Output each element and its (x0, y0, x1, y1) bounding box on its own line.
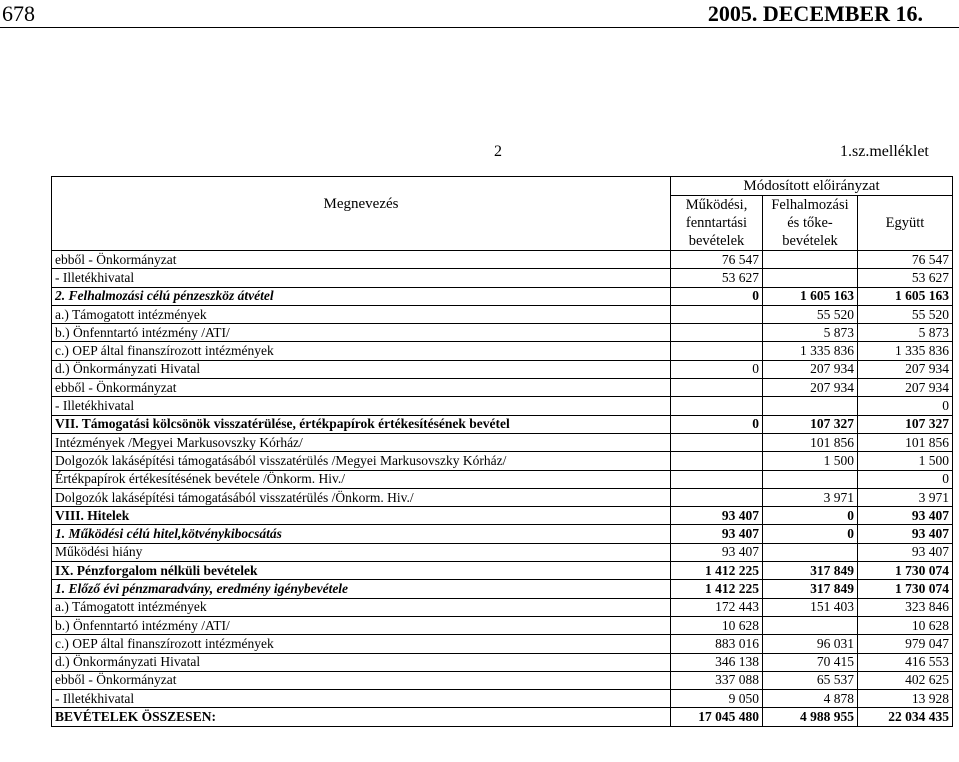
operating-value (671, 433, 763, 451)
total-value: 1 500 (858, 452, 953, 470)
operating-value: 10 628 (671, 616, 763, 634)
table-row (52, 525, 953, 543)
table-row (52, 653, 953, 671)
table-row (52, 616, 953, 634)
total-value: 22 034 435 (858, 708, 953, 726)
total-value: 93 407 (858, 525, 953, 543)
table-row (52, 690, 953, 708)
operating-value: 76 547 (671, 251, 763, 269)
operating-value: 93 407 (671, 507, 763, 525)
capital-value: 55 520 (763, 305, 858, 323)
operating-value: 53 627 (671, 269, 763, 287)
operating-value: 0 (671, 287, 763, 305)
row-label: d.) Önkormányzati Hivatal (52, 653, 671, 671)
total-value: 93 407 (858, 507, 953, 525)
operating-value: 17 045 480 (671, 708, 763, 726)
capital-value (763, 251, 858, 269)
table-row (52, 433, 953, 451)
total-value: 3 971 (858, 488, 953, 506)
total-value: 101 856 (858, 433, 953, 451)
operating-value (671, 342, 763, 360)
operating-value (671, 452, 763, 470)
total-value: 207 934 (858, 360, 953, 378)
table-row (52, 269, 953, 287)
total-header: Együtt (858, 196, 953, 251)
capital-value: 3 971 (763, 488, 858, 506)
capital-value: 1 500 (763, 452, 858, 470)
capital-value (763, 543, 858, 561)
row-label: c.) OEP által finanszírozott intézmények (52, 635, 671, 653)
operating-value: 9 050 (671, 690, 763, 708)
total-value: 1 605 163 (858, 287, 953, 305)
capital-value (763, 269, 858, 287)
table-row (52, 452, 953, 470)
capital-value: 5 873 (763, 324, 858, 342)
capital-value (763, 616, 858, 634)
total-value: 93 407 (858, 543, 953, 561)
row-label: BEVÉTELEK ÖSSZESEN: (52, 708, 671, 726)
row-label: a.) Támogatott intézmények (52, 598, 671, 616)
total-value: 207 934 (858, 379, 953, 397)
operating-value (671, 324, 763, 342)
header-rule (0, 27, 959, 28)
table-row (52, 305, 953, 323)
table-row (52, 324, 953, 342)
operating-value: 1 412 225 (671, 580, 763, 598)
row-label: 2. Felhalmozási célú pénzeszköz átvétel (52, 287, 671, 305)
row-label: - Illetékhivatal (52, 397, 671, 415)
operating-value: 172 443 (671, 598, 763, 616)
row-label: VIII. Hitelek (52, 507, 671, 525)
row-label: d.) Önkormányzati Hivatal (52, 360, 671, 378)
table-row (52, 342, 953, 360)
total-value: 13 928 (858, 690, 953, 708)
operating-value: 883 016 (671, 635, 763, 653)
total-value: 76 547 (858, 251, 953, 269)
total-value: 10 628 (858, 616, 953, 634)
row-label: b.) Önfenntartó intézmény /ATI/ (52, 616, 671, 634)
capital-value: 65 537 (763, 671, 858, 689)
table-row (52, 470, 953, 488)
capital-value: 1 605 163 (763, 287, 858, 305)
total-value: 1 335 836 (858, 342, 953, 360)
table-row (52, 708, 953, 726)
capital-value: 317 849 (763, 580, 858, 598)
table-row (52, 488, 953, 506)
capital-value: 1 335 836 (763, 342, 858, 360)
operating-value: 337 088 (671, 671, 763, 689)
capital-value: 317 849 (763, 562, 858, 580)
row-label: ebből - Önkormányzat (52, 379, 671, 397)
operating-value (671, 470, 763, 488)
row-label: Intézmények /Megyei Markusovszky Kórház/ (52, 433, 671, 451)
total-value: 416 553 (858, 653, 953, 671)
capital-value: 96 031 (763, 635, 858, 653)
row-label: Dolgozók lakásépítési támogatásából visszatérülés /Önkorm. Hiv./ (52, 488, 671, 506)
capital-value: 207 934 (763, 360, 858, 378)
table-row (52, 671, 953, 689)
row-label: ebből - Önkormányzat (52, 251, 671, 269)
table-row (52, 507, 953, 525)
row-label: a.) Támogatott intézmények (52, 305, 671, 323)
capital-value: 101 856 (763, 433, 858, 451)
capital-value: 107 327 (763, 415, 858, 433)
total-value: 323 846 (858, 598, 953, 616)
total-value: 53 627 (858, 269, 953, 287)
table-row (52, 360, 953, 378)
capital-value: 4 878 (763, 690, 858, 708)
row-label: c.) OEP által finanszírozott intézmények (52, 342, 671, 360)
row-label: Dolgozók lakásépítési támogatásából visszatérülés /Megyei Markusovszky Kórház/ (52, 452, 671, 470)
operating-value (671, 488, 763, 506)
capital-value: 0 (763, 525, 858, 543)
capital-value (763, 470, 858, 488)
total-value: 0 (858, 470, 953, 488)
capital-value: 0 (763, 507, 858, 525)
budget-table (51, 176, 953, 727)
table-row (52, 598, 953, 616)
operating-value: 0 (671, 360, 763, 378)
table-row (52, 251, 953, 269)
row-label: ebből - Önkormányzat (52, 671, 671, 689)
table-row (52, 287, 953, 305)
total-value: 55 520 (858, 305, 953, 323)
row-label: Működési hiány (52, 543, 671, 561)
total-value: 0 (858, 397, 953, 415)
table-row (52, 397, 953, 415)
table-row (52, 415, 953, 433)
capital-value: 207 934 (763, 379, 858, 397)
operating-revenue-header: Működési, fenntartási bevételek (671, 196, 763, 251)
operating-value: 1 412 225 (671, 562, 763, 580)
total-value: 107 327 (858, 415, 953, 433)
operating-value (671, 379, 763, 397)
row-label: b.) Önfenntartó intézmény /ATI/ (52, 324, 671, 342)
operating-value (671, 305, 763, 323)
row-label: - Illetékhivatal (52, 690, 671, 708)
total-value: 979 047 (858, 635, 953, 653)
row-label: - Illetékhivatal (52, 269, 671, 287)
capital-value: 151 403 (763, 598, 858, 616)
table-row (52, 379, 953, 397)
row-label: VII. Támogatási kölcsönök visszatérülése, értékpapírok értékesítésének bevétel (52, 415, 671, 433)
capital-value: 70 415 (763, 653, 858, 671)
operating-value: 346 138 (671, 653, 763, 671)
capital-value: 4 988 955 (763, 708, 858, 726)
page-date: 2005. DECEMBER 16. (707, 1, 923, 26)
row-label: Értékpapírok értékesítésének bevétele /Önkorm. Hiv./ (52, 470, 671, 488)
table-row (52, 580, 953, 598)
group-header: Módosított előirányzat (671, 177, 953, 196)
table-row (52, 562, 953, 580)
total-value: 1 730 074 (858, 562, 953, 580)
table-row (52, 543, 953, 561)
row-label: IX. Pénzforgalom nélküli bevételek (52, 562, 671, 580)
total-value: 402 625 (858, 671, 953, 689)
page-number: 678 (2, 1, 35, 26)
operating-value (671, 397, 763, 415)
total-value: 1 730 074 (858, 580, 953, 598)
capital-value (763, 397, 858, 415)
capital-revenue-header: Felhalmozási és tőke- bevételek (763, 196, 858, 251)
name-column-header: Megnevezés (52, 177, 671, 251)
row-label: 1. Előző évi pénzmaradvány, eredmény igénybevétele (52, 580, 671, 598)
operating-value: 93 407 (671, 525, 763, 543)
operating-value: 93 407 (671, 543, 763, 561)
sheet-number: 2 (494, 143, 502, 160)
row-label: 1. Működési célú hitel,kötvénykibocsátás (52, 525, 671, 543)
annex-label: 1.sz.melléklet (840, 143, 929, 160)
total-value: 5 873 (858, 324, 953, 342)
table-row (52, 635, 953, 653)
operating-value: 0 (671, 415, 763, 433)
